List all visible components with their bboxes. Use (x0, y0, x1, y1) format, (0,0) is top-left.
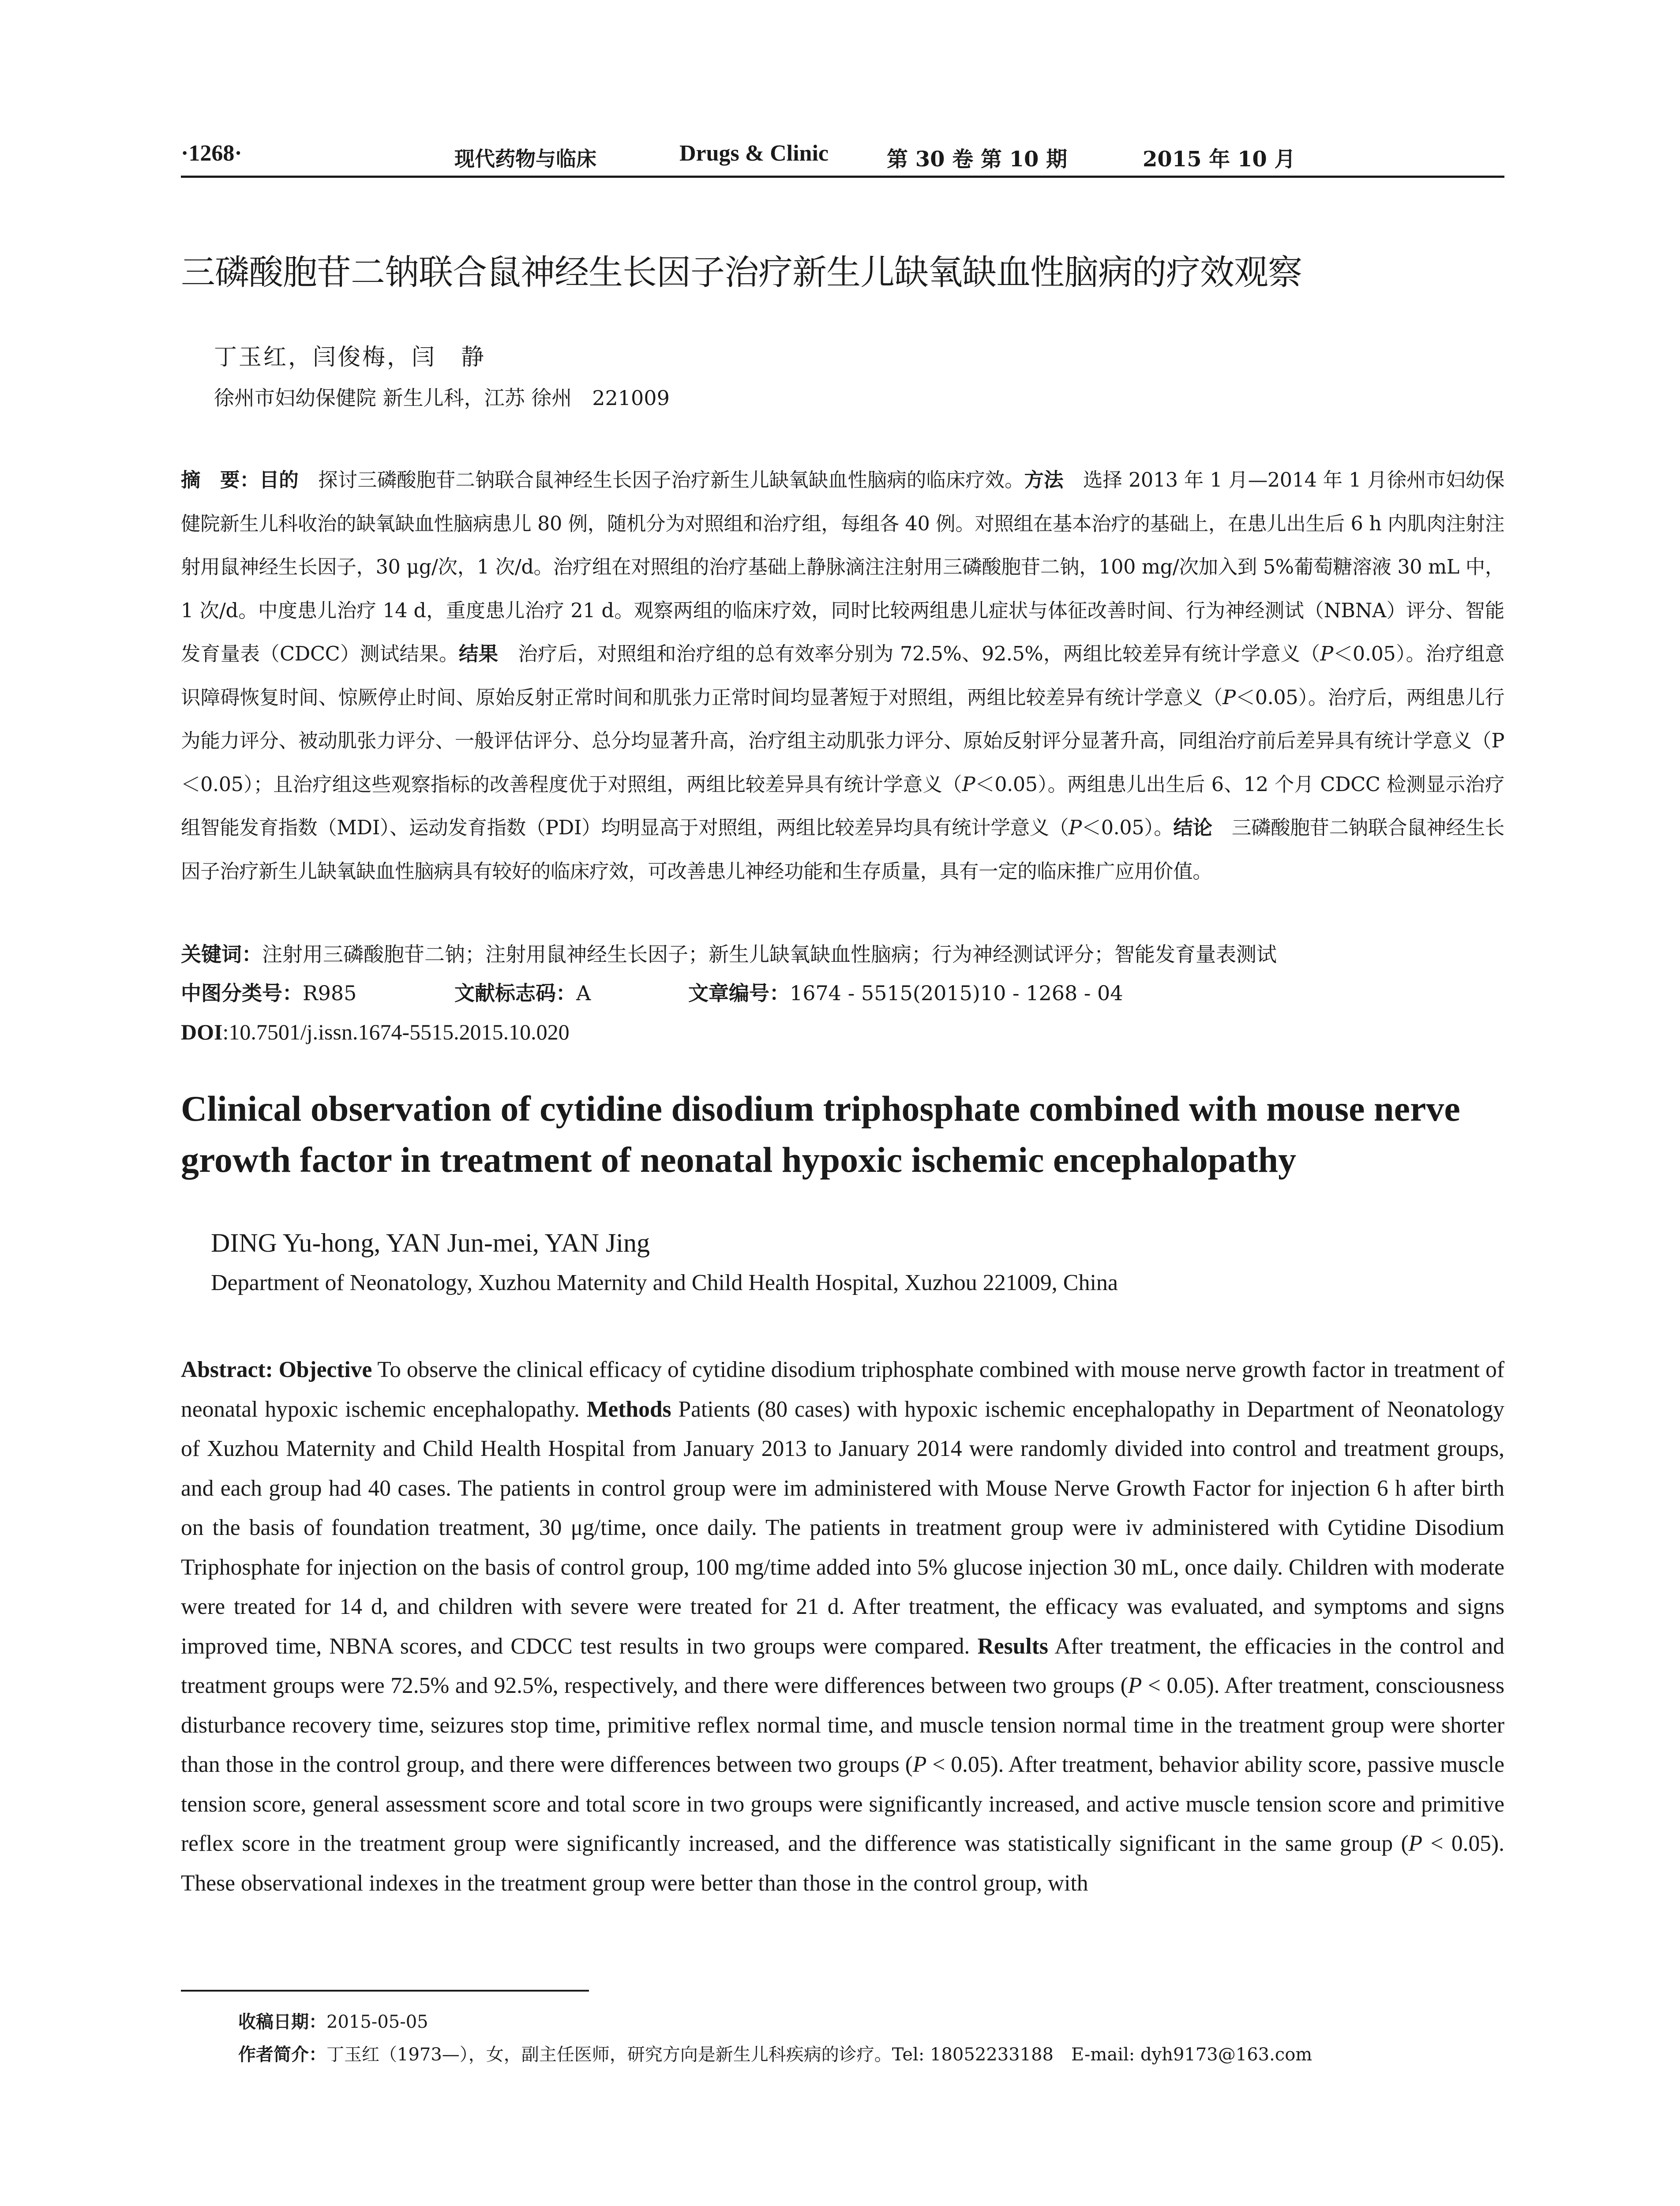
conclusion-label: 结论 (1173, 817, 1212, 839)
p-symbol: P (1408, 1831, 1423, 1856)
received-value: 2015-05-05 (326, 2012, 428, 2032)
methods-text: 选择 2013 年 1 月—2014 年 1 月徐州市妇幼保健院新生儿科收治的缺氧缺血性脑病患儿 80 例，随机分为对照组和治疗组，每组各 40 例。对照组在基本治疗的基础上，在患儿出生后 6 h 内肌肉注射注射用鼠神经生长因子，30 μg/次，1 次/d。治疗组在对照组的治疗基础上静脉滴注注射用三磷酸胞苷二钠，100 mg/次加入到 5%葡萄糖溶液 30 mL 中，1 次/d。中度患儿治疗 14 d，重度患儿治疗 21 d。观察两组的临床疗效，同时比较两组患儿症状与体征改善时间、行为神经测试（NBNA）评分、智能发育量表（CDCC）测试结果。 (181, 469, 1505, 665)
running-header (181, 140, 1504, 176)
p-symbol: P (1069, 817, 1082, 839)
methods-label-en: Methods (586, 1396, 671, 1422)
p-symbol: P (962, 773, 975, 796)
received-date (238, 2007, 428, 2037)
methods-text-en: Patients (80 cases) with hypoxic ischemic encephalopathy in Department of Neonatology of Xuzhou Maternity and Child Health Hospital from January 2013 to January 2014 were randomly divided into control and treatment groups, and each group had 40 cases. The patients in control group were im administered with Mouse Nerve Growth Factor for injection 6 h after birth on the basis of foundation treatment, 30 μg/time, once daily. The patients in treatment group were iv administered with Cytidine Disodium Triphosphate for injection on the basis of control group, 100 mg/time added into 5% glucose injection 30 mL, once daily. Children with moderate were treated for 14 d, and children with severe were treated for 21 d. After treatment, the efficacy was evaluated, and symptoms and signs improved time, NBNA scores, and CDCC test results in two groups were compared. (181, 1396, 1505, 1659)
abstract-label-en: Abstract: (181, 1357, 273, 1382)
classification-line (181, 973, 1504, 1013)
objective-text-en: To observe the clinical efficacy of cytidine disodium triphosphate combined with mouse nerve growth factor in treatment of neonatal hypoxic ischemic encephalopathy. (181, 1357, 1505, 1422)
objective-text: 探讨三磷酸胞苷二钠联合鼠神经生长因子治疗新生儿缺氧缺血性脑病的临床疗效。 (298, 469, 1024, 491)
received-label: 收稿日期： (238, 2012, 326, 2032)
author-bio-text: 丁玉红（1973—），女，副主任医师，研究方向是新生儿科疾病的诊疗。Tel: 18052233188 E-mail: dyh9173@163.com (326, 2045, 1312, 2065)
keywords-text: 注射用三磷酸胞苷二钠；注射用鼠神经生长因子；新生儿缺氧缺血性脑病；行为神经测试评分；智能发育量表测试 (262, 942, 1277, 966)
authors-cn: 丁玉红，闫俊梅，闫 静 (214, 344, 486, 371)
header-rule (181, 176, 1504, 178)
doc-code-label: 文献标志码： (454, 981, 576, 1005)
objective-label: 目的 (259, 469, 299, 491)
doi-value: :10.7501/j.issn.1674-5515.2015.10.020 (222, 1020, 570, 1044)
results-label: 结果 (458, 643, 499, 665)
doi-line (181, 1012, 1504, 1052)
author-bio-label: 作者简介： (238, 2045, 326, 2065)
results-text-en: < 0.05). After treatment, consciousness disturbance recovery time, seizures stop time, primitive reflex normal time, and muscle tension normal time in the treatment group were shorter than those in the control group, and there were differences between two groups ( (181, 1673, 1504, 1777)
clc-value: R985 (303, 981, 357, 1005)
journal-name-en: Drugs & Clinic (679, 141, 829, 166)
title-en: Clinical observation of cytidine disodium triphosphate combined with mouse nerve growth factor in treatment of neonatal hypoxic ischemic encephalopathy (181, 1088, 1460, 1180)
page-number: ·1268· (181, 141, 242, 166)
doc-code-value: A (576, 981, 591, 1005)
results-text: ＜0.05）。两组患儿出生后 6、12 个月 CDCC 检测显示治疗组智能发育指数（MDI）、运动发育指数（PDI）均明显高于对照组，两组比较差异均具有统计学意义（ (181, 773, 1504, 839)
author-bio (238, 2039, 1312, 2070)
abstract-cn (181, 459, 1504, 893)
journal-name-cn: 现代药物与临床 (454, 147, 596, 171)
affiliation-en: Department of Neonatology, Xuzhou Maternity and Child Health Hospital, Xuzhou 221009, China (211, 1270, 1118, 1295)
results-text: ＜0.05）。治疗组意识障碍恢复时间、惊厥停止时间、原始反射正常时间和肌张力正常时间均显著短于对照组，两组比较差异有统计学意义（ (181, 643, 1505, 709)
methods-label: 方法 (1024, 469, 1064, 491)
footnote-rule (181, 1990, 589, 1992)
p-symbol: P (912, 1752, 927, 1777)
keywords-label: 关键词： (181, 942, 262, 966)
results-text-en: After treatment, the efficacies in the control and treatment groups were 72.5% and 92.5%, respectively, and there were differences between two groups ( (181, 1633, 1504, 1698)
abstract-en (181, 1350, 1504, 1903)
results-text-en: < 0.05). After treatment, behavior ability score, passive muscle tension score, general assessment score and total score in two groups were significantly increased, and active muscle tension score and primitive reflex score in the treatment group were significantly increased, and the difference was statistically significant in the same group ( (181, 1752, 1504, 1856)
clc-label: 中图分类号： (181, 981, 303, 1005)
doi-label: DOI (181, 1020, 223, 1044)
p-symbol: P (1128, 1673, 1142, 1698)
conclusion-text: 三磷酸胞苷二钠联合鼠神经生长因子治疗新生儿缺氧缺血性脑病具有较好的临床疗效，可改善患儿神经功能和生存质量，具有一定的临床推广应用价值。 (181, 817, 1505, 883)
results-text: ＜0.05）。治疗后，两组患儿行为能力评分、被动肌张力评分、一般评估评分、总分均显著升高，治疗组主动肌张力评分、原始反射评分显著升高，同组治疗前后差异具有统计学意义（P＜0.05）；且治疗组这些观察指标的改善程度优于对照组，两组比较差异具有统计学意义（ (181, 686, 1504, 796)
results-label-en: Results (977, 1633, 1048, 1659)
authors-en: DING Yu-hong, YAN Jun-mei, YAN Jing (211, 1228, 650, 1257)
issue-date: 2015 年 10 月 (1143, 147, 1296, 172)
results-text-en: < 0.05). These observational indexes in the treatment group were better than those in the control group, with (181, 1831, 1504, 1896)
volume-issue: 第 30 卷 第 10 期 (887, 147, 1068, 172)
article-number-value: 1674 - 5515(2015)10 - 1268 - 04 (790, 981, 1123, 1005)
keywords-cn (181, 934, 1504, 974)
results-text: 治疗后，对照组和治疗组的总有效率分别为 72.5%、92.5%，两组比较差异有统计学意义（ (498, 643, 1320, 665)
abstract-label: 摘 要： (181, 469, 259, 491)
title-cn: 三磷酸胞苷二钠联合鼠神经生长因子治疗新生儿缺氧缺血性脑病的疗效观察 (181, 253, 1302, 293)
p-symbol: P (1320, 643, 1333, 665)
objective-label-en: Objective (278, 1357, 372, 1382)
p-symbol: P (1222, 686, 1236, 709)
article-number-label: 文章编号： (688, 981, 790, 1005)
results-text: ＜0.05）。 (1081, 817, 1174, 839)
affiliation-cn: 徐州市妇幼保健院 新生儿科，江苏 徐州 221009 (214, 386, 670, 410)
